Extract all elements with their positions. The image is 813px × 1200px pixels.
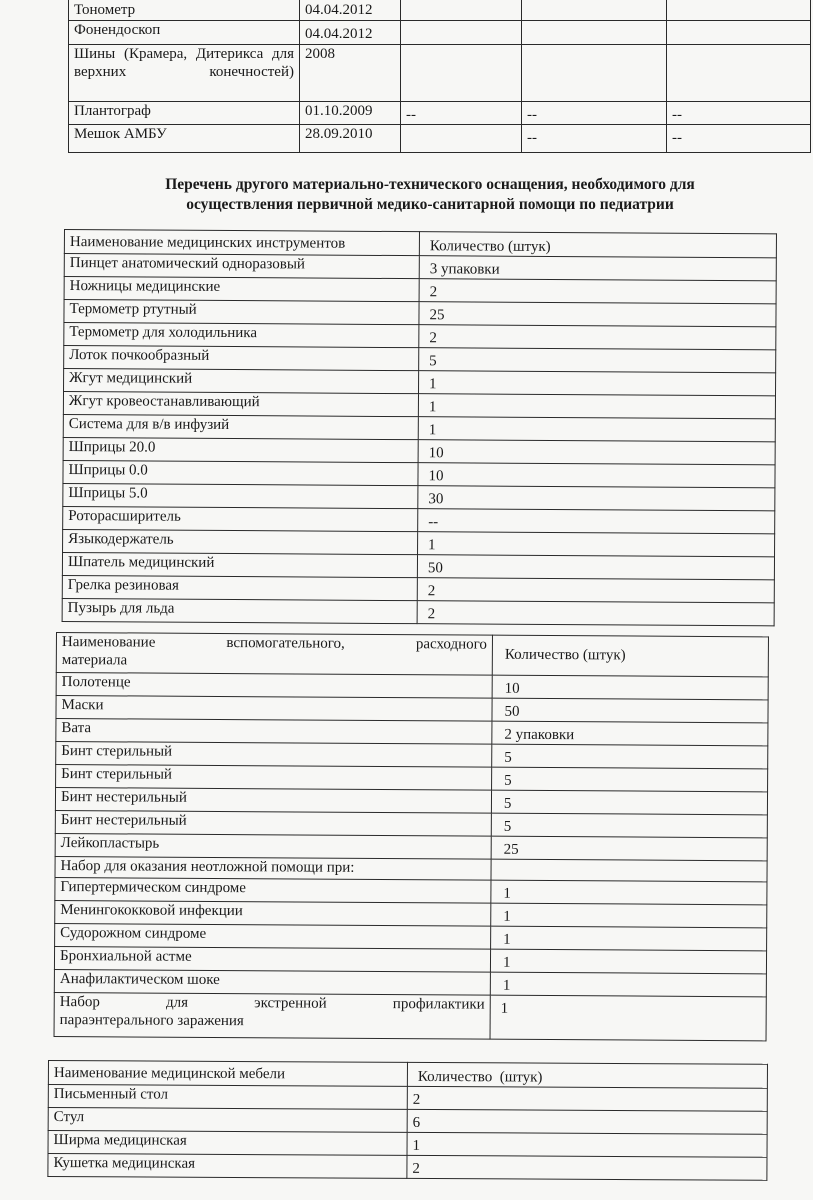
- consumable-name-line-1: Набор для экстренной профилактики: [59, 994, 485, 1013]
- furniture-qty: 2: [407, 1086, 767, 1111]
- consumable-name: [54, 992, 490, 1039]
- consumable-name: Бинт стерильный: [56, 742, 492, 768]
- instrument-name: Шприцы 20.0: [63, 437, 418, 462]
- consumable-qty: 1: [491, 880, 767, 905]
- consumable-name: Бронхиальной астме: [54, 946, 490, 972]
- consumable-name: Бинт нестерильный: [55, 810, 491, 836]
- furniture-header-name: Наименование медицинской мебели: [48, 1061, 407, 1087]
- instrument-qty: 2: [419, 325, 776, 350]
- instruments-table: [62, 229, 777, 626]
- equipment-cell: --: [401, 102, 522, 125]
- instrument-name: Термометр для холодильника: [64, 323, 419, 348]
- consumable-name: Гипертермическом синдроме: [55, 877, 491, 903]
- instrument-name: Шпатель медицинский: [62, 552, 417, 577]
- consumable-name: Менингококковой инфекции: [55, 900, 491, 926]
- instrument-name: Шприцы 5.0: [63, 483, 418, 508]
- consumable-name: Маски: [56, 696, 492, 722]
- instrument-name: Жгут медицинский: [64, 369, 419, 394]
- equipment-cell: --: [522, 125, 667, 153]
- table-row: [62, 598, 774, 625]
- table-row: [69, 125, 811, 153]
- instrument-name: Ножницы медицинские: [64, 277, 419, 302]
- equipment-cell: [522, 0, 667, 21]
- equipment-date: 04.04.2012: [300, 0, 401, 21]
- furniture-qty: 6: [407, 1109, 767, 1134]
- instrument-qty: 2: [417, 578, 774, 603]
- furniture-header-qty: Количество (штук): [407, 1062, 767, 1088]
- equipment-cell: [667, 45, 811, 102]
- instrument-name: Лоток почкообразный: [64, 346, 419, 371]
- consumable-qty: 5: [492, 767, 768, 792]
- furniture-qty: 2: [407, 1155, 767, 1180]
- consumable-qty: 1: [491, 903, 767, 928]
- equipment-cell: [667, 0, 811, 21]
- instrument-qty: 1: [418, 417, 775, 442]
- equipment-date: 28.09.2010: [300, 125, 401, 153]
- consumable-qty: 5: [492, 744, 768, 769]
- consumables-header-name: [56, 633, 492, 676]
- heading-line-2: осуществления первичной медико-санитарной помощи по педиатрии: [186, 196, 674, 213]
- equipment-cell: [401, 125, 522, 153]
- consumable-qty: [491, 859, 767, 882]
- table-row: [69, 45, 811, 102]
- instrument-qty: 1: [418, 532, 775, 557]
- consumable-qty: 2 упаковки: [492, 721, 768, 746]
- equipment-cell: --: [667, 125, 811, 153]
- instrument-qty: 3 упаковки: [419, 256, 776, 281]
- consumable-qty: 1: [490, 995, 766, 1041]
- instrument-qty: 10: [418, 440, 775, 465]
- instrument-name: Роторасширитель: [63, 506, 418, 531]
- consumable-qty: 5: [491, 790, 767, 815]
- equipment-cell: --: [667, 102, 811, 125]
- instruments-header-name: Наименование медицинских инструментов: [64, 230, 419, 256]
- instrument-qty: --: [418, 509, 775, 534]
- table-row: [69, 102, 811, 125]
- equipment-name: Плантограф: [69, 102, 300, 125]
- equipment-cell: [401, 21, 522, 45]
- equipment-date: 2008: [300, 45, 401, 102]
- instrument-qty: 1: [418, 394, 775, 419]
- consumable-name: Бинт нестерильный: [55, 788, 491, 814]
- heading-line-1: Перечень другого материально-технического оснащения, необходимого для: [165, 176, 695, 193]
- equipment-date: 01.10.2009: [300, 102, 401, 125]
- instrument-qty: 2: [417, 601, 774, 626]
- consumable-qty: 1: [490, 949, 766, 974]
- consumables-table: [54, 632, 769, 1041]
- table-header-row: [56, 633, 768, 677]
- furniture-name: Ширма медицинская: [48, 1131, 407, 1156]
- consumable-qty: 25: [491, 836, 767, 861]
- instrument-name: Система для в/в инфузий: [63, 414, 418, 439]
- table-row: [54, 992, 766, 1040]
- equipment-cell: --: [522, 102, 667, 125]
- instrument-name: Шприцы 0.0: [63, 460, 418, 485]
- equipment-date: 04.04.2012: [300, 21, 401, 45]
- instrument-name: Жгут кровеостанавливающий: [63, 392, 418, 417]
- consumable-name: Полотенце: [56, 673, 492, 699]
- furniture-name: Кушетка медицинская: [48, 1154, 407, 1179]
- equipment-table: [68, 0, 811, 153]
- equipment-name: Мешок АМБУ: [69, 125, 300, 153]
- furniture-name: Письменный стол: [48, 1085, 407, 1110]
- furniture-qty: 1: [407, 1132, 767, 1157]
- instrument-name: Языкодержатель: [63, 529, 418, 554]
- instrument-qty: 30: [418, 486, 775, 511]
- instrument-name: Грелка резиновая: [62, 575, 417, 600]
- consumables-header-line-1: Наименование вспомогательного, расходного: [61, 634, 487, 653]
- table-row: [69, 21, 811, 45]
- instrument-qty: 5: [419, 348, 776, 373]
- table-row: [69, 0, 811, 21]
- consumable-name: Бинт стерильный: [56, 765, 492, 791]
- consumable-qty: 1: [491, 926, 767, 951]
- table-row: [48, 1154, 767, 1181]
- equipment-cell: [401, 0, 522, 21]
- instrument-name: Пинцет анатомический одноразовый: [64, 254, 419, 279]
- consumable-name: Вата: [56, 719, 492, 745]
- equipment-cell: [522, 45, 667, 102]
- consumables-header-line-2: материала: [61, 652, 128, 669]
- consumable-name: Набор для оказания неотложной помощи при:: [55, 856, 491, 880]
- consumable-qty: 1: [490, 972, 766, 997]
- consumable-name-line-2: параэнтерального заражения: [59, 1012, 244, 1030]
- consumable-name: Лейкопластырь: [55, 833, 491, 859]
- section-heading: [60, 175, 800, 215]
- equipment-name: Фонендоскоп: [69, 21, 300, 45]
- equipment-name: Тонометр: [69, 0, 300, 21]
- instrument-qty: 2: [419, 279, 776, 304]
- equipment-name: Шины (Крамера, Дитерикса для верхних конечностей): [69, 45, 300, 102]
- consumable-qty: 10: [492, 675, 768, 700]
- consumables-header-qty: Количество (штук): [492, 635, 768, 677]
- furniture-name: Стул: [48, 1108, 407, 1133]
- equipment-cell: [667, 21, 811, 45]
- instrument-qty: 25: [419, 302, 776, 327]
- instruments-header-qty: Количество (штук): [419, 232, 776, 258]
- consumable-qty: 50: [492, 698, 768, 723]
- instrument-qty: 50: [417, 555, 774, 580]
- instrument-name: Термометр ртутный: [64, 300, 419, 325]
- furniture-table: [47, 1060, 768, 1181]
- consumable-qty: 5: [491, 813, 767, 838]
- consumable-name: Судорожном синдроме: [55, 923, 491, 949]
- instrument-name: Пузырь для льда: [62, 598, 417, 623]
- instrument-qty: 1: [419, 371, 776, 396]
- instrument-qty: 10: [418, 463, 775, 488]
- equipment-cell: [401, 45, 522, 102]
- consumable-name: Анафилактическом шоке: [54, 969, 490, 995]
- equipment-cell: [522, 21, 667, 45]
